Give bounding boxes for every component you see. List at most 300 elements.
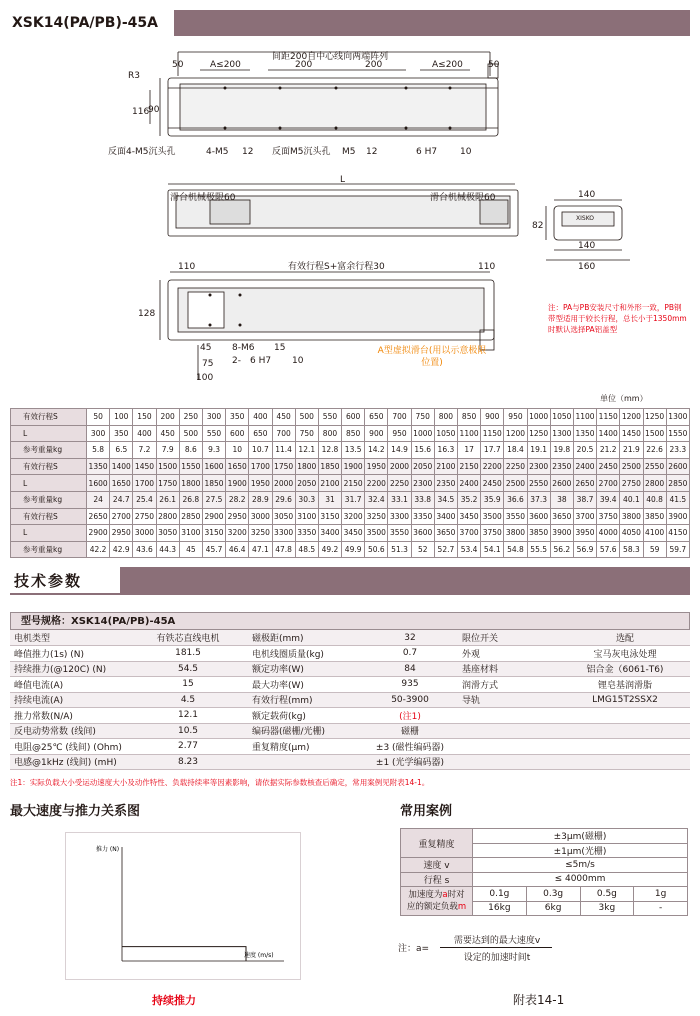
stroke-cell: 7.9 [156, 442, 179, 459]
chart-section-title: 最大速度与推力关系图 [10, 804, 141, 819]
stroke-cell: 58.3 [620, 541, 643, 558]
stroke-cell: 2000 [388, 458, 411, 475]
cases-table [400, 828, 688, 916]
spec-value: 有铁芯直线电机 [128, 630, 248, 646]
dim-top-pitch: 间距200自中心线向两端阵列 [272, 52, 389, 62]
stroke-cell: 450 [272, 409, 295, 426]
stroke-cell: 2850 [179, 508, 202, 525]
spec-key: 基座材料 [458, 661, 560, 677]
stroke-cell: 38 [550, 491, 573, 508]
stroke-cell: 1550 [666, 425, 689, 442]
spec-row [10, 723, 690, 739]
stroke-cell: 350 [226, 409, 249, 426]
stroke-cell: 7.2 [133, 442, 156, 459]
stroke-cell: 2400 [458, 475, 481, 492]
dim-140-top: 140 [578, 190, 596, 200]
stroke-cell: 1100 [458, 425, 481, 442]
stroke-cell: 2050 [295, 475, 318, 492]
dim-75: 75 [202, 359, 214, 369]
stroke-table-row [11, 525, 690, 542]
stroke-cell: 3950 [573, 525, 596, 542]
stroke-cell: 3050 [156, 525, 179, 542]
dim-45: 45 [200, 343, 212, 353]
stroke-cell: 2500 [504, 475, 527, 492]
stroke-cell: 6.5 [110, 442, 133, 459]
stroke-cell: 850 [342, 425, 365, 442]
stroke-cell: 3100 [179, 525, 202, 542]
stroke-cell: 17.7 [481, 442, 504, 459]
stroke-cell: 30.3 [295, 491, 318, 508]
stroke-cell: 3500 [481, 508, 504, 525]
stroke-cell: 1850 [202, 475, 225, 492]
stroke-cell: 49.9 [342, 541, 365, 558]
spec-value [560, 723, 690, 739]
spec-key [458, 708, 560, 724]
stroke-cell: 2100 [318, 475, 341, 492]
stroke-cell: 40.8 [643, 491, 666, 508]
stroke-cell: 3150 [202, 525, 225, 542]
spec-key: 推力常数(N/A) [10, 708, 128, 724]
stroke-cell: 1750 [272, 458, 295, 475]
stroke-value: ≤ 4000mm [473, 872, 688, 887]
stroke-cell: 31 [318, 491, 341, 508]
hole-label-7: 2- [232, 356, 241, 366]
hole-depth-5: 10 [460, 147, 472, 157]
spec-key: 电感@1kHz (线间) (mH) [10, 754, 128, 770]
stroke-cell: 1700 [249, 458, 272, 475]
stroke-cell: 37.3 [527, 491, 550, 508]
tech-section-title: 技术参数 [10, 567, 120, 595]
stroke-cell: 300 [202, 409, 225, 426]
stroke-cell: 46.4 [226, 541, 249, 558]
stroke-cell: 1400 [597, 425, 620, 442]
load-note: 注1：实际负载大小受运动速度大小及动作特性、负载持续率等因素影响，请依据实际参数核查后确定，常用案例见附表14-1。 [10, 778, 430, 787]
spec-value: 32 [362, 630, 458, 646]
stroke-cell: 14.2 [365, 442, 388, 459]
stroke-cell: 1450 [133, 458, 156, 475]
accel-formula [398, 932, 598, 966]
stroke-cell: 2350 [434, 475, 457, 492]
stroke-cell: 18.4 [504, 442, 527, 459]
stroke-cell: 10.7 [249, 442, 272, 459]
hole-depth-4: 12 [366, 147, 378, 157]
stroke-cell: 2800 [643, 475, 666, 492]
stroke-cell: 3550 [504, 508, 527, 525]
stroke-cell: 24 [87, 491, 110, 508]
stroke-cell: 59.7 [666, 541, 689, 558]
load-value: - [634, 901, 688, 916]
stroke-cell: 950 [388, 425, 411, 442]
stroke-cell: 3700 [458, 525, 481, 542]
stroke-cell: 3450 [458, 508, 481, 525]
stroke-cell: 28.9 [249, 491, 272, 508]
stroke-cell: 3750 [597, 508, 620, 525]
stroke-cell: 13.5 [342, 442, 365, 459]
spec-value: 4.5 [128, 692, 248, 708]
dim-50-right: 50 [488, 60, 500, 70]
stroke-label: 有效行程S+富余行程30 [288, 262, 385, 272]
stroke-cell: 750 [295, 425, 318, 442]
tech-spec-block [10, 612, 690, 770]
stroke-cell: 1050 [434, 425, 457, 442]
stroke-cell: 4000 [597, 525, 620, 542]
stroke-weight-table [10, 408, 690, 558]
stroke-cell: 950 [504, 409, 527, 426]
stroke-cell: 20.5 [573, 442, 596, 459]
cases-section-title: 常用案例 [400, 804, 453, 819]
stroke-cell: 11.4 [272, 442, 295, 459]
stroke-cell: 1950 [365, 458, 388, 475]
stroke-cell: 2750 [133, 508, 156, 525]
stroke-row-label: 有效行程S [11, 508, 87, 525]
hole-depth-7: 10 [292, 356, 304, 366]
accel-value: 1g [634, 887, 688, 902]
stroke-cell: 1050 [550, 409, 573, 426]
stroke-cell: 47.8 [272, 541, 295, 558]
stroke-cell: 3200 [342, 508, 365, 525]
spec-key: 磁极距(mm) [248, 630, 362, 646]
stroke-table-row [11, 491, 690, 508]
accel-label-a: a [442, 890, 448, 900]
formula-fraction-line [440, 947, 552, 948]
dim-100: 100 [196, 373, 214, 383]
spec-key: 编码器(磁栅/光栅) [248, 723, 362, 739]
stroke-cell: 550 [318, 409, 341, 426]
stroke-cell: 650 [249, 425, 272, 442]
stroke-cell: 1750 [156, 475, 179, 492]
stroke-cell: 1250 [643, 409, 666, 426]
stroke-cell: 16.3 [434, 442, 457, 459]
stroke-cell: 56.2 [550, 541, 573, 558]
spec-key: 额定载荷(kg) [248, 708, 362, 724]
stroke-cell: 38.7 [573, 491, 596, 508]
dim-a-right: A≤200 [432, 60, 463, 70]
header-bar [174, 10, 690, 36]
stroke-cell: 39.4 [597, 491, 620, 508]
spec-value [560, 739, 690, 755]
stroke-cell: 42.9 [110, 541, 133, 558]
chart-svg [66, 833, 302, 981]
spec-value: 50-3900 [362, 692, 458, 708]
stroke-cell: 9.3 [202, 442, 225, 459]
stroke-cell: 3650 [550, 508, 573, 525]
stroke-cell: 2850 [666, 475, 689, 492]
hole-depth-2: 12 [242, 147, 254, 157]
spec-value: 选配 [560, 630, 690, 646]
hole-label-3: 反面M5沉头孔 [272, 147, 331, 157]
stroke-cell: 2250 [388, 475, 411, 492]
spec-value: LMG15T2SSX2 [560, 692, 690, 708]
repeat-value-2: ±1μm(光栅) [473, 843, 688, 858]
stroke-cell: 3400 [318, 525, 341, 542]
spec-row [10, 708, 690, 724]
spec-value: 181.5 [128, 646, 248, 662]
y-axis-label: 推力 (N) [96, 846, 120, 853]
stroke-cell: 34.5 [434, 491, 457, 508]
load-value: 6kg [526, 901, 580, 916]
stroke-cell: 2950 [110, 525, 133, 542]
spec-key: 有效行程(mm) [248, 692, 362, 708]
stroke-cell: 51.3 [388, 541, 411, 558]
accel-value: 0.5g [580, 887, 634, 902]
hole-depth-6: 15 [274, 343, 286, 353]
stroke-cell: 42.2 [87, 541, 110, 558]
stroke-table-row [11, 458, 690, 475]
stroke-cell: 17 [458, 442, 481, 459]
stroke-cell: 3350 [295, 525, 318, 542]
stroke-cell: 500 [179, 425, 202, 442]
virtual-slider-note: A型虚拟滑台(用以示意极限位置) [377, 346, 487, 368]
spec-key: 最大功率(W) [248, 677, 362, 693]
stroke-cell: 3000 [249, 508, 272, 525]
stroke-cell: 1800 [179, 475, 202, 492]
stroke-cell: 3800 [620, 508, 643, 525]
stroke-cell: 1000 [527, 409, 550, 426]
dim-50: 50 [172, 60, 184, 70]
stroke-cell: 3400 [434, 508, 457, 525]
stroke-cell: 50.6 [365, 541, 388, 558]
stroke-cell: 250 [179, 409, 202, 426]
stroke-cell: 3250 [365, 508, 388, 525]
stroke-cell: 3300 [388, 508, 411, 525]
stroke-cell: 24.7 [110, 491, 133, 508]
stroke-label: 行程 s [401, 872, 473, 887]
stroke-cell: 2200 [481, 458, 504, 475]
stroke-table-row [11, 425, 690, 442]
stroke-cell: 2050 [411, 458, 434, 475]
stroke-cell: 3550 [388, 525, 411, 542]
spec-value [560, 754, 690, 770]
stroke-row-label: 参考重量kg [11, 541, 87, 558]
accel-value: 0.1g [473, 887, 527, 902]
stroke-cell: 550 [202, 425, 225, 442]
spec-value: 磁栅 [362, 723, 458, 739]
stroke-cell: 55.5 [527, 541, 550, 558]
spec-key: 持续电流(A) [10, 692, 128, 708]
stroke-cell: 1500 [643, 425, 666, 442]
stroke-cell: 57.6 [597, 541, 620, 558]
spec-row [10, 692, 690, 708]
stroke-cell: 300 [87, 425, 110, 442]
stroke-cell: 45.7 [202, 541, 225, 558]
accel-value: 0.3g [526, 887, 580, 902]
stroke-cell: 3200 [226, 525, 249, 542]
stroke-cell: 1650 [226, 458, 249, 475]
stroke-cell: 800 [318, 425, 341, 442]
stroke-cell: 2600 [550, 475, 573, 492]
spec-key: 重复精度(μm) [248, 739, 362, 755]
stroke-cell: 2550 [527, 475, 550, 492]
stroke-cell: 800 [434, 409, 457, 426]
stroke-cell: 33.1 [388, 491, 411, 508]
stroke-cell: 40.1 [620, 491, 643, 508]
stroke-cell: 33.8 [411, 491, 434, 508]
stroke-cell: 3900 [666, 508, 689, 525]
model-title: XSK14(PA/PB)-45A [10, 10, 172, 36]
stroke-cell: 28.2 [226, 491, 249, 508]
stroke-cell: 3700 [573, 508, 596, 525]
spec-row [10, 646, 690, 662]
stroke-cell: 4150 [666, 525, 689, 542]
spec-key [458, 739, 560, 755]
limit-right: 滑台机械极限60 [430, 193, 496, 203]
stroke-cell: 3600 [527, 508, 550, 525]
hole-label-1: 反面4-M5沉头孔 [108, 147, 176, 157]
stroke-cell: 900 [481, 409, 504, 426]
hole-label-7b: 6 H7 [250, 356, 272, 366]
dim-90: 90 [148, 105, 160, 115]
spec-value: 0.7 [362, 646, 458, 662]
stroke-cell: 2650 [573, 475, 596, 492]
stroke-cell: 2000 [272, 475, 295, 492]
stroke-cell: 1900 [342, 458, 365, 475]
series-line-continuous-force [122, 947, 246, 961]
spec-value: ±1 (光学编码器) [362, 754, 458, 770]
stroke-cell: 1650 [110, 475, 133, 492]
spec-row [10, 630, 690, 646]
spec-key: 峰值电流(A) [10, 677, 128, 693]
stroke-cell: 3100 [295, 508, 318, 525]
stroke-cell: 3450 [342, 525, 365, 542]
speed-label: 速度 v [401, 858, 473, 873]
stroke-cell: 650 [365, 409, 388, 426]
stroke-cell: 1600 [202, 458, 225, 475]
stroke-cell: 27.5 [202, 491, 225, 508]
spec-value: 10.5 [128, 723, 248, 739]
spec-value: 2.77 [128, 739, 248, 755]
stroke-cell: 1150 [597, 409, 620, 426]
spec-row [10, 754, 690, 770]
stroke-cell: 3750 [481, 525, 504, 542]
stroke-cell: 36.6 [504, 491, 527, 508]
stroke-cell: 4050 [620, 525, 643, 542]
stroke-cell: 600 [226, 425, 249, 442]
stroke-cell: 2900 [202, 508, 225, 525]
stroke-table-row [11, 508, 690, 525]
spec-key [248, 754, 362, 770]
stroke-cell: 41.5 [666, 491, 689, 508]
dim-110-right: 110 [478, 262, 496, 272]
accel-label-1: 加速度为 [408, 890, 443, 900]
dim-L: L [340, 175, 346, 185]
stroke-cell: 2450 [597, 458, 620, 475]
stroke-cell: 2500 [620, 458, 643, 475]
stroke-cell: 1300 [666, 409, 689, 426]
stroke-cell: 2200 [365, 475, 388, 492]
stroke-cell: 1200 [504, 425, 527, 442]
stroke-cell: 3150 [318, 508, 341, 525]
stroke-cell: 2550 [643, 458, 666, 475]
stroke-cell: 12.1 [295, 442, 318, 459]
spec-row [10, 661, 690, 677]
stroke-table-row [11, 409, 690, 426]
dim-128: 128 [138, 309, 156, 319]
stroke-cell: 1100 [573, 409, 596, 426]
stroke-cell: 47.1 [249, 541, 272, 558]
stroke-cell: 49.2 [318, 541, 341, 558]
stroke-cell: 2300 [527, 458, 550, 475]
load-value: 16kg [473, 901, 527, 916]
stroke-cell: 3850 [527, 525, 550, 542]
spec-key: 电机线圈质量(kg) [248, 646, 362, 662]
stroke-cell: 19.8 [550, 442, 573, 459]
stroke-cell: 1800 [295, 458, 318, 475]
stroke-cell: 29.6 [272, 491, 295, 508]
stroke-row-label: 参考重量kg [11, 491, 87, 508]
stroke-cell: 4100 [643, 525, 666, 542]
stroke-cell: 22.6 [643, 442, 666, 459]
top-view-inner [180, 84, 486, 130]
stroke-cell: 2650 [87, 508, 110, 525]
stroke-cell: 43.6 [133, 541, 156, 558]
stroke-cell: 2450 [481, 475, 504, 492]
formula-lhs: 注：a= [398, 944, 430, 954]
stroke-cell: 56.9 [573, 541, 596, 558]
stroke-cell: 54.1 [481, 541, 504, 558]
stroke-cell: 700 [388, 409, 411, 426]
accel-load-label [401, 887, 473, 916]
spec-value: 84 [362, 661, 458, 677]
accel-label-3: 应的额定负载 [406, 902, 458, 912]
stroke-cell: 3050 [272, 508, 295, 525]
stroke-cell: 2300 [411, 475, 434, 492]
stroke-cell: 12.8 [318, 442, 341, 459]
stroke-cell: 52 [411, 541, 434, 558]
dim-r3: R3 [128, 71, 140, 81]
stroke-cell: 3250 [249, 525, 272, 542]
spec-key: 润滑方式 [458, 677, 560, 693]
stroke-cell: 14.9 [388, 442, 411, 459]
tech-section-bar [120, 567, 690, 595]
formula-numerator: 需要达到的最大速度v [453, 936, 541, 946]
spec-value: 935 [362, 677, 458, 693]
repeat-label: 重复精度 [401, 829, 473, 858]
stroke-cell: 3350 [411, 508, 434, 525]
stroke-cell: 3500 [365, 525, 388, 542]
stroke-cell: 8.6 [179, 442, 202, 459]
stroke-cell: 1350 [573, 425, 596, 442]
stroke-cell: 21.9 [620, 442, 643, 459]
stroke-row-label: 有效行程S [11, 409, 87, 426]
hole-label-5: 6 H7 [416, 147, 438, 157]
stroke-cell: 400 [249, 409, 272, 426]
stroke-cell: 2750 [620, 475, 643, 492]
load-value: 3kg [580, 901, 634, 916]
stroke-cell: 200 [156, 409, 179, 426]
stroke-cell: 2100 [434, 458, 457, 475]
stroke-cell: 31.7 [342, 491, 365, 508]
stroke-row-label: L [11, 425, 87, 442]
stroke-cell: 35.2 [458, 491, 481, 508]
spec-key [458, 754, 560, 770]
stroke-cell: 350 [110, 425, 133, 442]
spec-value: 12.1 [128, 708, 248, 724]
stroke-table-row [11, 475, 690, 492]
stroke-cell: 21.2 [597, 442, 620, 459]
stroke-cell: 2400 [573, 458, 596, 475]
dimension-drawing [10, 40, 690, 390]
stroke-cell: 45 [179, 541, 202, 558]
drawing-svg [10, 40, 690, 390]
stroke-cell: 1700 [133, 475, 156, 492]
spec-value: 8.23 [128, 754, 248, 770]
spec-key [458, 723, 560, 739]
accel-label-m: m [457, 902, 467, 912]
stroke-cell: 3650 [434, 525, 457, 542]
stroke-cell: 2700 [597, 475, 620, 492]
repeat-value-1: ±3μm(磁栅) [473, 829, 688, 844]
dim-200a: 200 [295, 60, 313, 70]
